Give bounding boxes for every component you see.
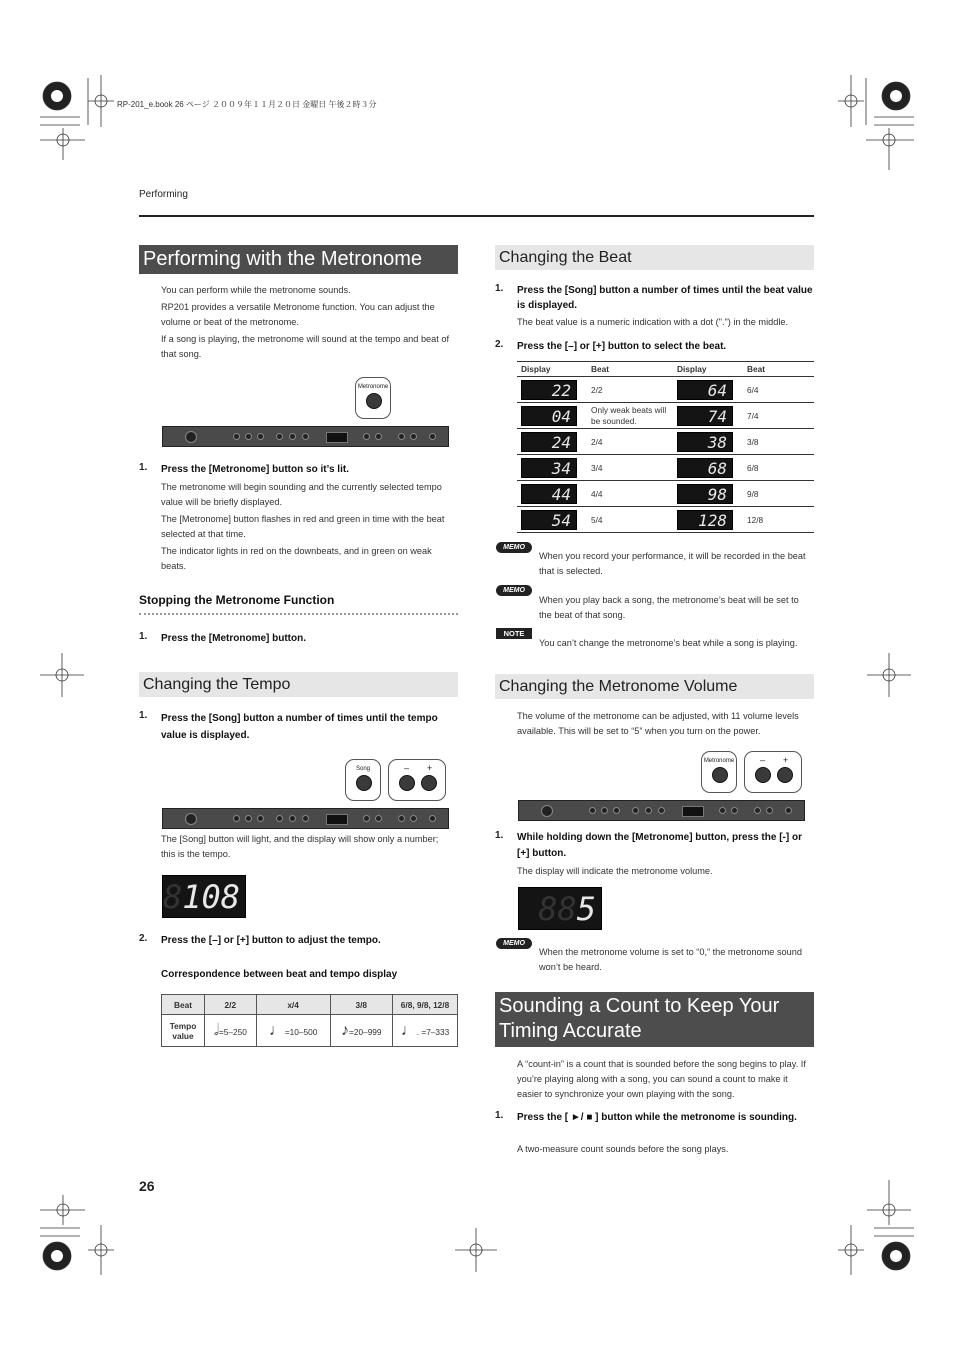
beat-led: 98 bbox=[677, 484, 733, 504]
piano-panel-illustration bbox=[518, 800, 805, 821]
volume-led-display bbox=[518, 887, 602, 930]
table-row bbox=[517, 455, 814, 481]
beat-led: 04 bbox=[521, 406, 577, 426]
memo-text-3: When the metronome volume is set to “0,” the metronome sound won’t be heard. bbox=[539, 947, 802, 972]
tempo-range: =10–500 bbox=[284, 1026, 318, 1037]
table-header: Beat bbox=[162, 995, 205, 1015]
note-line: The indicator lights in red on the downbeats, and in green on weak beats. bbox=[161, 546, 432, 571]
section-changing-tempo: Changing the Tempo bbox=[139, 672, 458, 697]
step-beat-2: Press the [–] or [+] button to select the beat. bbox=[517, 341, 727, 352]
running-header: Performing bbox=[139, 189, 188, 200]
song-button-icon bbox=[356, 775, 372, 791]
minus-label: – bbox=[404, 763, 410, 773]
led-value: 108 bbox=[182, 878, 241, 916]
minus-button-icon bbox=[399, 775, 415, 791]
plus-label: + bbox=[427, 763, 433, 773]
beat-value: 4/4 bbox=[587, 481, 673, 507]
dotted-rule bbox=[139, 613, 458, 615]
beat-led: 38 bbox=[677, 432, 733, 452]
beat-value: 5/4 bbox=[587, 507, 673, 533]
beat-tempo-table bbox=[161, 994, 458, 1047]
callout-label: Song bbox=[355, 766, 370, 772]
step-press-metronome: Press the [Metronome] button so it’s lit. bbox=[161, 464, 349, 475]
beat-value: 3/8 bbox=[743, 429, 814, 455]
page-number: 26 bbox=[139, 1178, 155, 1194]
piano-panel-illustration bbox=[162, 426, 449, 447]
tempo-note: The [Song] button will light, and the display will show only a number; this is the tempo. bbox=[161, 834, 439, 859]
table-header: Beat bbox=[743, 362, 814, 377]
table-row bbox=[517, 481, 814, 507]
table-row bbox=[517, 377, 814, 403]
section-title-metronome: Performing with the Metronome bbox=[139, 245, 458, 274]
stop-heading: Stopping the Metronome Function bbox=[139, 593, 335, 607]
file-info-line: RP-201_e.book 26 ページ ２００９年１１月２０日 金曜日 午後２時３分 bbox=[117, 100, 377, 109]
beat-value: Only weak beats will be sounded. bbox=[587, 403, 673, 429]
beat-value: 12/8 bbox=[743, 507, 814, 533]
beat-value: 2/4 bbox=[587, 429, 673, 455]
section-count-in: Sounding a Count to Keep Your Timing Accurate bbox=[495, 992, 814, 1047]
beat-value: 2/2 bbox=[587, 377, 673, 403]
song-button-callout bbox=[345, 759, 381, 801]
plus-label: + bbox=[783, 755, 789, 765]
led-dim-digit: 88 bbox=[538, 890, 577, 928]
count-intro: A “count-in” is a count that is sounded before the song begins to play. If you’re playing along with a song, you can sound a count to make it easier to synchronize your own playing with the song. bbox=[517, 1059, 806, 1099]
table-cell bbox=[393, 1015, 458, 1047]
note-line: The metronome will begin sounding and the currently selected tempo value will be briefly displayed. bbox=[161, 482, 442, 507]
beat-led: 64 bbox=[677, 380, 733, 400]
intro-line-2: RP201 provides a versatile Metronome function. You can adjust the volume or beat of the metronome. bbox=[161, 302, 435, 327]
table-row bbox=[517, 429, 814, 455]
table-header: 2/2 bbox=[205, 995, 257, 1015]
memo-text-2: When you play back a song, the metronome’s beat will be set to the beat of that song. bbox=[539, 595, 799, 620]
table-header: Display bbox=[673, 362, 743, 377]
step-number: 1. bbox=[139, 631, 148, 642]
beat-value: 3/4 bbox=[587, 455, 673, 481]
beat-value: 6/4 bbox=[743, 377, 814, 403]
metronome-button-callout bbox=[355, 377, 391, 419]
step-number: 1. bbox=[495, 1110, 504, 1121]
step-number: 1. bbox=[139, 462, 148, 473]
volume-intro: The volume of the metronome can be adjusted, with 11 volume levels available. This will be set to “5” when you turn on the power. bbox=[517, 711, 799, 736]
display-icon bbox=[326, 432, 348, 443]
beat-led: 24 bbox=[521, 432, 577, 452]
minus-button-icon bbox=[755, 767, 771, 783]
volume-step-note: The display will indicate the metronome volume. bbox=[517, 866, 713, 876]
table-header: Display bbox=[517, 362, 587, 377]
step-number: 2. bbox=[139, 933, 148, 944]
step-volume: While holding down the [Metronome] button, press the [-] or [+] button. bbox=[517, 832, 802, 859]
minus-plus-callout bbox=[744, 751, 802, 793]
led-dim-digit: 8 bbox=[163, 878, 183, 916]
led-value: 5 bbox=[576, 890, 596, 928]
memo-badge: MEMO bbox=[496, 938, 532, 949]
tempo-range: =5–250 bbox=[218, 1026, 247, 1037]
beat-step1-note: The beat value is a numeric indication with a dot (".") in the middle. bbox=[517, 317, 789, 327]
intro-line-3: If a song is playing, the metronome will sound at the tempo and beat of that song. bbox=[161, 334, 450, 359]
note-line: The [Metronome] button flashes in red and green in time with the beat selected at that time. bbox=[161, 514, 445, 539]
step-adjust-tempo: Press the [–] or [+] button to adjust the tempo. bbox=[161, 935, 381, 946]
table-cell bbox=[205, 1015, 257, 1047]
metronome-button-icon bbox=[712, 767, 728, 783]
correspondence-heading: Correspondence between beat and tempo display bbox=[161, 969, 398, 980]
section-metronome-volume: Changing the Metronome Volume bbox=[495, 674, 814, 699]
intro-paragraph bbox=[161, 283, 458, 362]
plus-button-icon bbox=[421, 775, 437, 791]
plus-button-icon bbox=[777, 767, 793, 783]
callout-label: Metronome bbox=[703, 758, 735, 764]
step-stop: Press the [Metronome] button. bbox=[161, 633, 307, 644]
beat-led: 34 bbox=[521, 458, 577, 478]
quarter-note-icon: ♩ bbox=[268, 1021, 285, 1039]
step-number: 2. bbox=[495, 339, 504, 350]
step-press-song: Press the [Song] button a number of times until the tempo value is displayed. bbox=[161, 713, 438, 741]
memo-badge: MEMO bbox=[496, 542, 532, 553]
table-row bbox=[517, 403, 814, 429]
volume-knob-icon bbox=[185, 431, 197, 443]
step-beat-1: Press the [Song] button a number of times until the beat value is displayed. bbox=[517, 285, 813, 311]
table-cell bbox=[330, 1015, 392, 1047]
metronome-button-callout bbox=[701, 751, 737, 793]
beat-value: 6/8 bbox=[743, 455, 814, 481]
beat-led: 128 bbox=[677, 510, 733, 530]
intro-line-1: You can perform while the metronome sounds. bbox=[161, 285, 351, 295]
tempo-led-display bbox=[162, 875, 246, 918]
table-cell bbox=[256, 1015, 330, 1047]
eighth-note-icon: ♪ bbox=[341, 1021, 349, 1039]
tempo-range: =20–999 bbox=[349, 1026, 382, 1037]
table-header: x/4 bbox=[256, 995, 330, 1015]
beat-led: 68 bbox=[677, 458, 733, 478]
step1-notes bbox=[161, 480, 458, 574]
memo-text-1: When you record your performance, it will be recorded in the beat that is selected. bbox=[539, 551, 806, 576]
beat-value: 7/4 bbox=[743, 403, 814, 429]
header-rule bbox=[139, 215, 814, 217]
beat-led: 44 bbox=[521, 484, 577, 504]
callout-label: Metronome bbox=[357, 384, 389, 390]
half-note-icon: 𝅗𝅥 bbox=[213, 1021, 219, 1039]
tempo-range: . =7–333 bbox=[416, 1026, 450, 1037]
table-header: 3/8 bbox=[330, 995, 392, 1015]
beat-led: 22 bbox=[521, 380, 577, 400]
minus-plus-callout bbox=[388, 759, 446, 801]
table-row bbox=[517, 507, 814, 533]
table-row-label: Tempo value bbox=[162, 1015, 205, 1047]
beat-led: 74 bbox=[677, 406, 733, 426]
minus-label: – bbox=[760, 755, 766, 765]
piano-panel-illustration bbox=[162, 808, 449, 829]
step-number: 1. bbox=[139, 710, 148, 721]
count-step-note: A two-measure count sounds before the song plays. bbox=[517, 1144, 729, 1154]
section-changing-beat: Changing the Beat bbox=[495, 245, 814, 270]
step-number: 1. bbox=[495, 283, 504, 294]
beat-value: 9/8 bbox=[743, 481, 814, 507]
beat-led: 54 bbox=[521, 510, 577, 530]
table-header: 6/8, 9/8, 12/8 bbox=[393, 995, 458, 1015]
table-header: Beat bbox=[587, 362, 673, 377]
metronome-button-icon bbox=[366, 393, 382, 409]
dotted-quarter-note-icon: ♩ bbox=[400, 1021, 417, 1039]
step-count-in: Press the [ ►/ ■ ] button while the metronome is sounding. bbox=[517, 1112, 797, 1123]
note-text-1: You can’t change the metronome’s beat while a song is playing. bbox=[539, 638, 798, 648]
memo-badge: MEMO bbox=[496, 585, 532, 596]
step-number: 1. bbox=[495, 830, 504, 841]
note-badge: NOTE bbox=[496, 628, 532, 639]
beat-display-table bbox=[517, 361, 814, 533]
